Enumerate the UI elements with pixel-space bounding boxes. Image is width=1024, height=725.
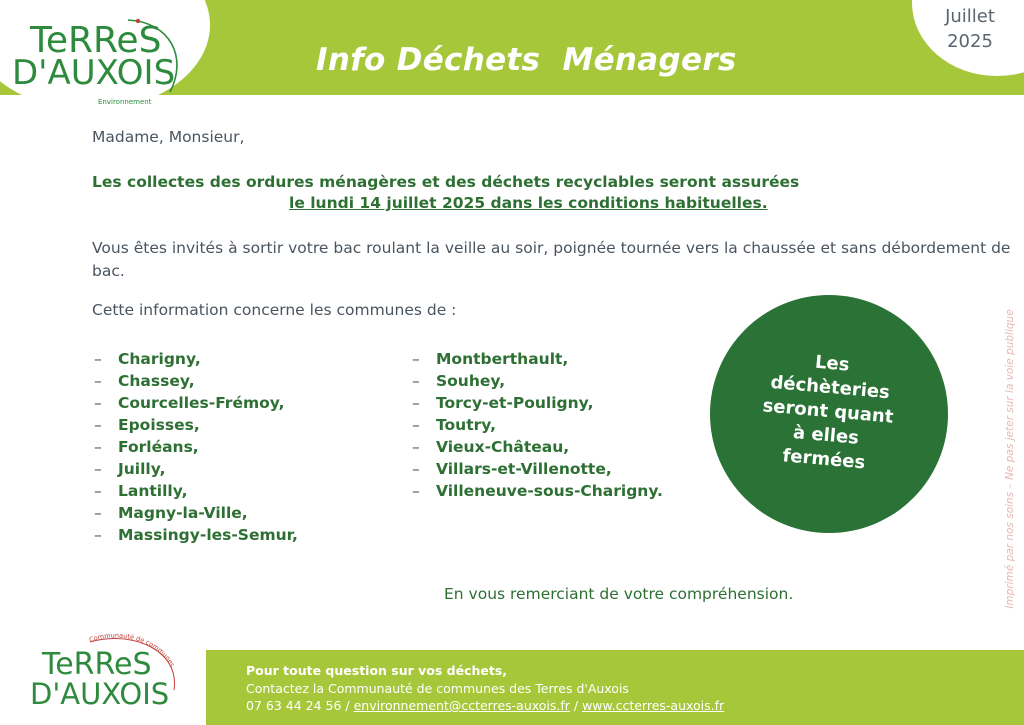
list-item: – Villars-et-Villenotte, [412,460,612,478]
issue-year: 2025 [947,31,993,52]
issue-month: Juillet [945,6,995,27]
logo-footer-line2: D'AUXOIS [30,677,170,711]
announcement-line-2: le lundi 14 juillet 2025 dans les conditions habituelles. [289,194,768,212]
terres-auxois-logo [10,12,195,112]
bin-instructions: Vous êtes invités à sortir votre bac roulant la veille au soir, poignée tournée vers la chaussée et sans débordement de bac. [92,239,1011,280]
print-notice: Imprimé par nos soins – Ne pas jeter sur la voie publique [1004,309,1016,609]
footer-question: Pour toute question sur vos déchets, [246,663,508,678]
list-item: – Epoisses, [94,416,200,434]
list-item: – Juilly, [94,460,166,478]
list-item: – Massingy-les-Semur, [94,526,298,544]
greeting: Madame, Monsieur, [92,128,245,146]
list-item: – Toutry, [412,416,497,434]
communes-list-left [94,348,298,546]
communes-list-right [412,348,663,502]
footer-contact-details: 07 63 44 24 56 / environnement@ccterres-auxois.fr / www.ccterres-auxois.fr [246,698,725,713]
list-item: – Vieux-Château, [412,438,570,456]
thanks-message: En vous remerciant de votre compréhension. [444,585,794,603]
page-title: Info Déchets Ménagers [316,42,737,78]
list-item: – Courcelles-Frémoy, [94,394,285,412]
list-item: – Montberthault, [412,350,569,368]
list-item: – Souhey, [412,372,506,390]
list-item: – Chassey, [94,372,195,390]
logo-line1: TeRReS [30,20,162,61]
website-link[interactable]: www.ccterres-auxois.fr [582,698,725,713]
phone-number: 07 63 44 24 56 [246,698,342,713]
list-item: – Villeneuve-sous-Charigny. [412,482,663,500]
logo-arc-text: Communauté de communes [88,631,177,669]
logo-line2: D'AUXOIS [12,53,176,93]
communes-intro: Cette information concerne les communes de : [92,301,457,319]
logo-subtitle: Environnement [98,98,152,106]
list-item: – Charigny, [94,350,201,368]
issue-date [930,4,1010,54]
closure-notice: Les déchèteries seront quant à elles fermées [761,351,895,474]
list-item: – Lantilly, [94,482,188,500]
list-item: – Magny-la-Ville, [94,504,248,522]
email-link[interactable]: environnement@ccterres-auxois.fr [353,698,570,713]
announcement-line-1: Les collectes des ordures ménagères et des déchets recyclables seront assurées [92,173,800,191]
list-item: – Torcy-et-Pouligny, [412,394,594,412]
list-item: – Forléans, [94,438,199,456]
footer-contact: Contactez la Communauté de communes des Terres d'Auxois [246,681,629,696]
terres-auxois-logo-footer [28,628,188,720]
logo-footer-line1: TeRReS [42,647,152,682]
